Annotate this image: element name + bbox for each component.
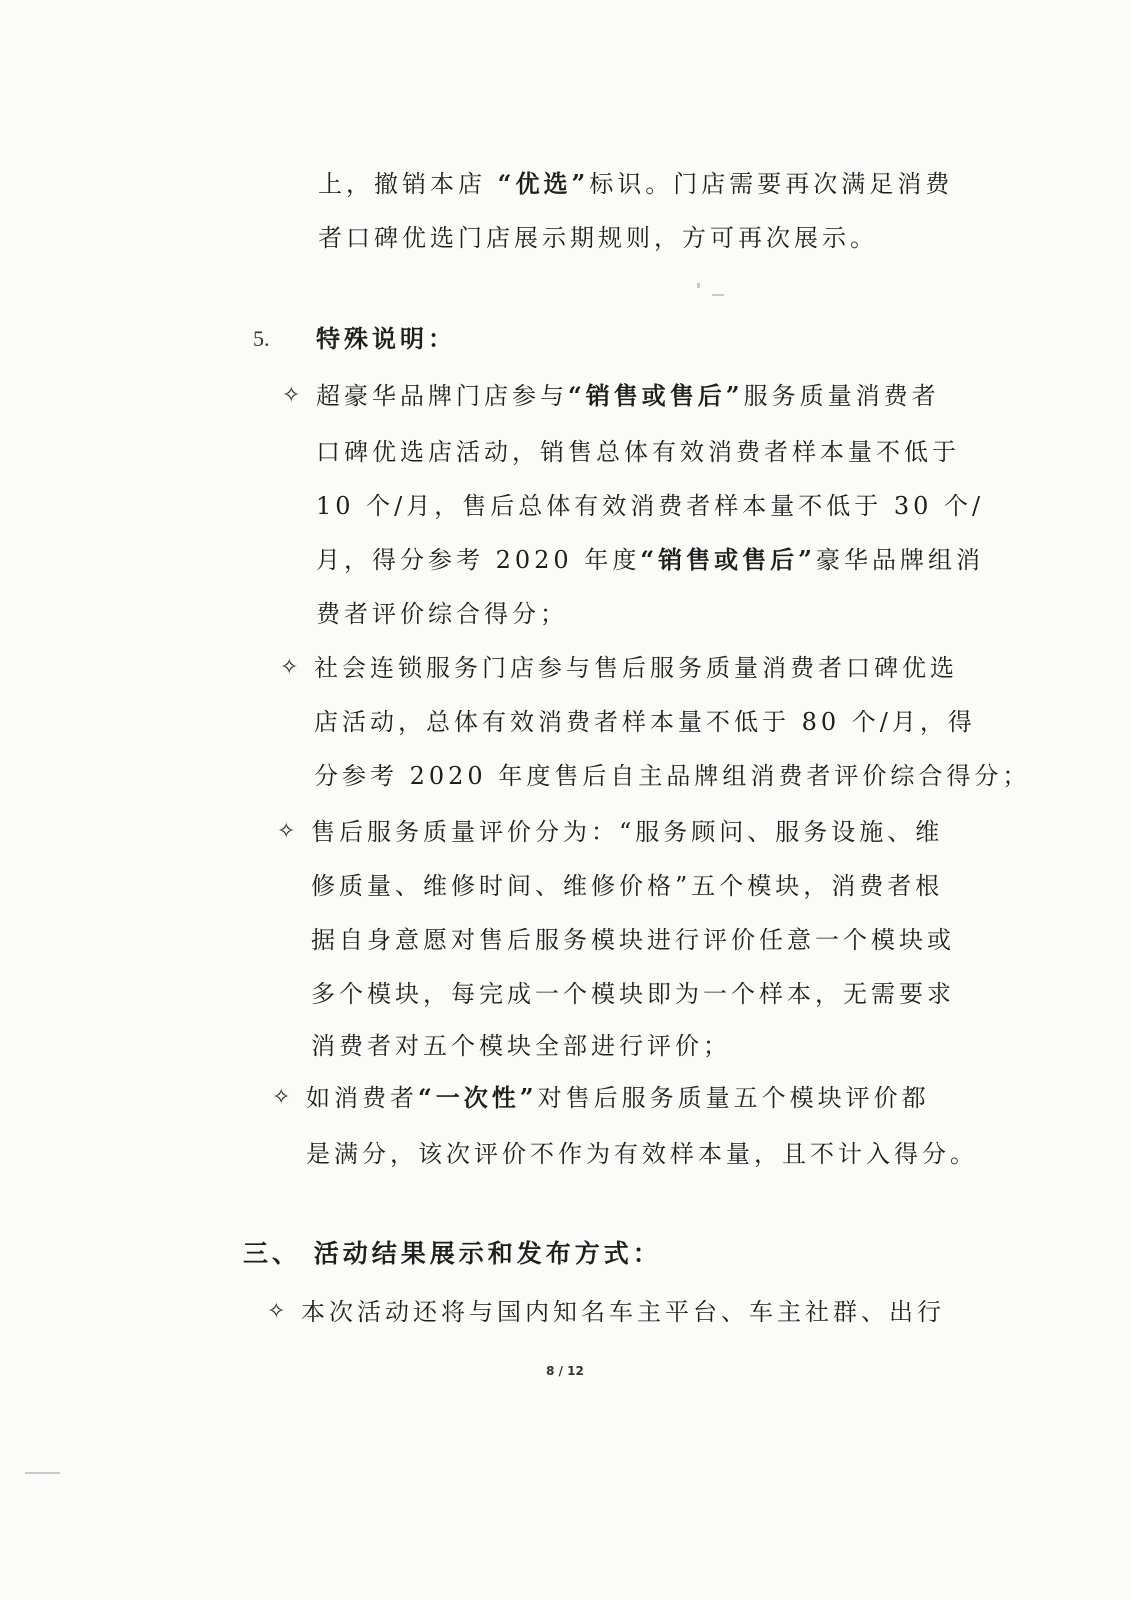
bold-text-run: “一次性” bbox=[418, 1083, 538, 1112]
section-heading: 三、 活动结果展示和发布方式： bbox=[243, 1239, 662, 1268]
bullet-line: 10 个/月，售后总体有效消费者样本量不低于 30 个/ bbox=[316, 492, 985, 520]
bold-text-run: “销售或售后” bbox=[568, 381, 744, 410]
bullet-line: 店活动，总体有效消费者样本量不低于 80 个/月，得 bbox=[314, 708, 976, 736]
text-run: 上，撤销本店 bbox=[318, 170, 498, 198]
diamond-bullet-icon: ✧ bbox=[272, 1085, 291, 1110]
paragraph-line: 者口碑优选门店展示期规则，方可再次展示。 bbox=[318, 224, 878, 252]
section-number: 5. bbox=[253, 326, 270, 351]
bullet-line: 修质量、维修时间、维修价格”五个模块，消费者根 bbox=[311, 872, 944, 900]
page-number: 8 / 12 bbox=[546, 1364, 584, 1378]
bullet-line: 口碑优选店活动，销售总体有效消费者样本量不低于 bbox=[316, 438, 960, 466]
text-run: 豪华品牌组消 bbox=[815, 546, 984, 574]
paragraph-line bbox=[318, 168, 953, 200]
bullet-line: 售后服务质量评价分为：“服务顾问、服务设施、维 bbox=[311, 818, 944, 846]
bullet-line: 是满分，该次评价不作为有效样本量，且不计入得分。 bbox=[306, 1140, 978, 1168]
bullet-line: 多个模块，每完成一个模块即为一个样本，无需要求 bbox=[311, 980, 955, 1008]
diamond-bullet-icon: ✧ bbox=[282, 383, 301, 408]
bullet-line: 据自身意愿对售后服务模块进行评价任意一个模块或 bbox=[311, 926, 955, 954]
text-run: 超豪华品牌门店参与 bbox=[316, 382, 568, 410]
bullet-line bbox=[316, 380, 940, 412]
scan-mark bbox=[25, 1472, 60, 1474]
bold-text-run: “优选” bbox=[497, 169, 590, 198]
bullet-line bbox=[306, 1082, 930, 1114]
bullet-line: 本次活动还将与国内知名车主平台、车主社群、出行 bbox=[301, 1298, 945, 1326]
text-run: 标识。门店需要再次满足消费 bbox=[589, 170, 954, 198]
scan-speck bbox=[712, 294, 724, 296]
bullet-line: 消费者对五个模块全部进行评价； bbox=[311, 1032, 731, 1060]
diamond-bullet-icon: ✧ bbox=[280, 655, 299, 680]
bullet-line: 费者评价综合得分； bbox=[316, 600, 568, 628]
bullet-line bbox=[316, 544, 984, 576]
diamond-bullet-icon: ✧ bbox=[267, 1299, 286, 1324]
text-run: 月，得分参考 2020 年度 bbox=[316, 546, 641, 574]
text-run: 如消费者 bbox=[306, 1084, 418, 1112]
bullet-line: 社会连锁服务门店参与售后服务质量消费者口碑优选 bbox=[314, 654, 958, 682]
scan-speck bbox=[697, 283, 700, 288]
bullet-line: 分参考 2020 年度售后自主品牌组消费者评价综合得分； bbox=[314, 762, 1031, 790]
bold-text-run: “销售或售后” bbox=[640, 545, 816, 574]
text-run: 对售后服务质量五个模块评价都 bbox=[537, 1084, 930, 1112]
diamond-bullet-icon: ✧ bbox=[277, 819, 296, 844]
section-title: 特殊说明： bbox=[316, 324, 456, 353]
text-run: 服务质量消费者 bbox=[743, 382, 940, 410]
